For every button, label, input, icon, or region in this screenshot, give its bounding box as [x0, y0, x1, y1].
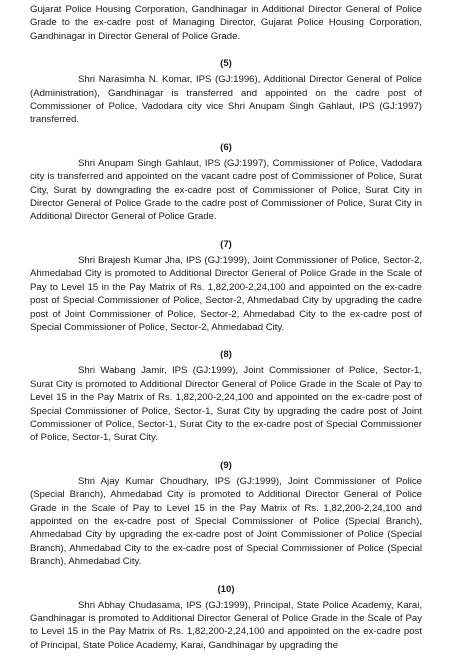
section-number: (9): [220, 459, 232, 471]
section-paragraph: Shri Ajay Kumar Choudhary, IPS (GJ:1999), Joint Commissioner of Police (Special Branch), Ahmedabad City is promoted to Additional Director General of Police Grade in the Scale of Pay to Level 15 in the Pay Matrix of Rs. 1,82,200-2,24,100 and appointed on the ex-cadre post of Special Commissioner of Police (Special Branch), Ahmedabad City by upgrading the ex-cadre post of Joint Commissioner of Police (Special Branch), Ahmedabad City to the ex-cadre post of Special Commissioner of Police (Special Branch), Ahmedabad City.: [30, 475, 422, 568]
section-number: (8): [220, 349, 232, 361]
section-number: (5): [220, 58, 232, 70]
section-paragraph: Shri Wabang Jamir, IPS (GJ:1999), Joint Commissioner of Police, Sector-1, Surat City is promoted to Additional Director General of Police Grade in the Scale of Pay to Level 15 in the Pay Matrix of Rs. 1,82,200-2,24,100 and appointed on the ex-cadre post of Special Commissioner of Police, Sector-1, Surat City by upgrading the cadre post of Joint Commissioner of Police, Sector-1, Surat City to the ex-cadre post of Special Commissioner of Police, Sector-1, Surat City.: [30, 365, 422, 444]
section-number: (10): [217, 583, 235, 595]
section-paragraph: Shri Narasimha N. Komar, IPS (GJ:1996), Additional Director General of Police (Administration), Gandhinagar is transferred and appointed on the cadre post of Commissioner of Police, Vadodara city vice Shri Anupam Singh Gahlaut, IPS (GJ:1997) transferred.: [30, 74, 422, 126]
section-number: (6): [220, 141, 232, 153]
section-paragraph: Shri Brajesh Kumar Jha, IPS (GJ:1999), Joint Commissioner of Police, Sector-2, Ahmedabad City is promoted to Additional Director General of Police Grade in the Scale of Pay to Level 15 in the Pay Matrix of Rs. 1,82,200-2,24,100 and appointed on the ex-cadre post of Special Commissioner of Police, Sector-2, Ahmedabad City by upgrading the cadre post of Joint Commissioner of Police, Sector-2, Ahmedabad City to the ex-cadre post of Special Commissioner of Police, Sector-2, Ahmedabad City.: [30, 254, 422, 333]
lead-paragraph: Gujarat Police Housing Corporation, Gandhinagar in Additional Director General of Police Grade to the ex-cadre post of Managing Director, Gujarat Police Housing Corporation, Gandhinagar in Director General of Police Grade.: [30, 4, 422, 42]
section-paragraph: Shri Abhay Chudasama, IPS (GJ:1999), Principal, State Police Academy, Karai, Gandhinagar is promoted to Additional Director General of Police Grade in the Scale of Pay to Level 15 in the Pay Matrix of Rs. 1,82,200-2,24,100 and appointed on the ex-cadre post of Principal, State Police Academy, Karai, Gandhinagar by upgrading the: [30, 599, 422, 651]
section-paragraph: Shri Anupam Singh Gahlaut, IPS (GJ:1997), Commissioner of Police, Vadodara city is transferred and appointed on the vacant cadre post of Commissioner of Police, Surat City, Surat by downgrading the ex-cadre post of Commissioner of Police, Surat City in Director General of Police Grade to the cadre post of Commissioner of Police, Surat City in Additional Director General of Police Grade.: [30, 157, 422, 223]
section-number: (7): [220, 238, 232, 250]
